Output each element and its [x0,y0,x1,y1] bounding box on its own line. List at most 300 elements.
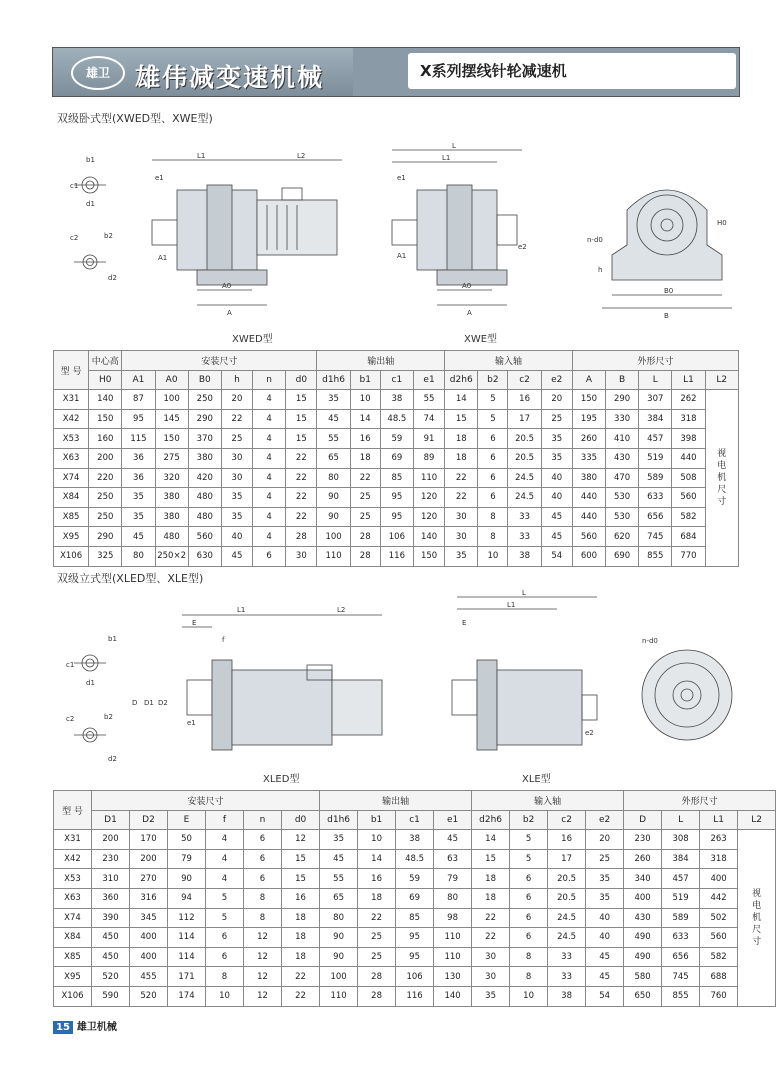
value-cell: 230 [92,849,130,869]
value-cell: 582 [700,947,738,967]
value-cell: 35 [541,429,572,449]
svg-text:b1: b1 [86,156,95,164]
subheader-cell: c1 [380,370,413,390]
value-cell: 89 [413,448,444,468]
value-cell: 8 [244,908,282,928]
value-cell: 30 [472,967,510,987]
svg-text:L1: L1 [237,606,246,614]
subheader-cell: n [253,370,286,390]
value-cell: 8 [478,527,508,547]
value-cell: 250×2 [155,546,188,566]
subheader-cell: d0 [282,810,320,830]
value-cell: 35 [472,986,510,1006]
subheader-cell: E [168,810,206,830]
table-row [54,390,739,410]
value-cell: 114 [168,947,206,967]
value-cell: 45 [541,507,572,527]
value-cell: 14 [472,830,510,850]
subheader-cell: L [639,370,672,390]
value-cell: 35 [122,488,155,508]
value-cell: 45 [586,967,624,987]
value-cell: 25 [221,429,252,449]
value-cell: 90 [317,507,350,527]
table-row [54,468,739,488]
value-cell: 140 [413,527,444,547]
subheader-cell: c2 [548,810,586,830]
value-cell: 20 [541,390,572,410]
value-cell: 100 [320,967,358,987]
group-overall-header: 外形尺寸 [572,351,738,371]
svg-text:D2: D2 [158,699,168,707]
value-cell: 8 [206,967,244,987]
caption-xwed: XWED型 [232,334,273,345]
value-cell: 80 [434,888,472,908]
value-cell: 508 [672,468,705,488]
value-cell: 40 [586,928,624,948]
value-cell: 30 [445,507,478,527]
value-cell: 22 [282,967,320,987]
svg-text:L1: L1 [442,154,451,162]
value-cell: 4 [206,849,244,869]
svg-text:d2: d2 [108,274,117,282]
value-cell: 450 [92,947,130,967]
value-cell: 442 [700,888,738,908]
svg-text:b2: b2 [104,713,113,721]
value-cell: 15 [472,849,510,869]
value-cell: 35 [586,869,624,889]
value-cell: 90 [320,947,358,967]
value-cell: 22 [286,448,317,468]
subheader-cell: n [244,810,282,830]
value-cell: 6 [478,429,508,449]
value-cell: 410 [606,429,639,449]
value-cell: 20 [221,390,252,410]
subheader-cell: e1 [413,370,444,390]
value-cell: 345 [130,908,168,928]
value-cell: 18 [358,888,396,908]
value-cell: 85 [396,908,434,928]
table-row [54,409,739,429]
value-cell: 6 [253,546,286,566]
value-cell: 250 [89,507,122,527]
value-cell: 290 [89,527,122,547]
value-cell: 420 [188,468,221,488]
value-cell: 8 [244,888,282,908]
value-cell: 22 [221,409,252,429]
value-cell: 15 [282,869,320,889]
svg-text:A1: A1 [397,252,407,260]
value-cell: 28 [350,546,380,566]
value-cell: 95 [122,409,155,429]
value-cell: 16 [358,869,396,889]
value-cell: 18 [472,869,510,889]
value-cell: 16 [350,429,380,449]
subheader-cell: d2h6 [472,810,510,830]
value-cell: 38 [508,546,541,566]
value-cell: 589 [662,908,700,928]
svg-text:A: A [467,309,472,317]
value-cell: 48.5 [396,849,434,869]
value-cell: 171 [168,967,206,987]
value-cell: 59 [380,429,413,449]
value-cell: 260 [572,429,605,449]
value-cell: 6 [244,849,282,869]
svg-text:E: E [462,619,467,627]
value-cell: 16 [548,830,586,850]
horizontal-drawings [52,130,742,345]
value-cell: 95 [380,488,413,508]
value-cell: 330 [606,409,639,429]
value-cell: 580 [624,967,662,987]
model-cell: X95 [54,967,92,987]
value-cell: 6 [206,947,244,967]
col-model-header: 型 号 [54,351,89,390]
value-cell: 98 [434,908,472,928]
value-cell: 36 [122,468,155,488]
value-cell: 195 [572,409,605,429]
value-cell: 14 [445,390,478,410]
svg-text:D: D [132,699,138,707]
value-cell: 22 [286,488,317,508]
brand-name: 雄伟减变速机械 [135,63,325,92]
value-cell: 35 [586,888,624,908]
value-cell: 307 [639,390,672,410]
value-cell: 106 [380,527,413,547]
value-cell: 262 [672,390,705,410]
section2-title: 双级立式型(XLED型、XLE型) [57,572,204,585]
value-cell: 24.5 [548,908,586,928]
svg-text:D1: D1 [144,699,154,707]
svg-text:L2: L2 [297,152,306,160]
section1-title: 双级卧式型(XWED型、XWE型) [57,112,213,125]
group-overall-header: 外形尺寸 [624,791,776,811]
subheader-cell: e2 [586,810,624,830]
value-cell: 16 [282,888,320,908]
value-cell: 25 [350,488,380,508]
value-cell: 290 [606,390,639,410]
value-cell: 94 [168,888,206,908]
series-title: X系列摆线针轮减速机 [408,53,736,89]
value-cell: 6 [510,869,548,889]
table-row [54,546,739,566]
value-cell: 380 [155,507,188,527]
value-cell: 6 [244,869,282,889]
value-cell: 4 [253,390,286,410]
table-row [54,830,776,850]
value-cell: 20.5 [508,448,541,468]
value-cell: 4 [253,448,286,468]
value-cell: 18 [282,947,320,967]
value-cell: 380 [572,468,605,488]
value-cell: 100 [155,390,188,410]
value-cell: 22 [358,908,396,928]
value-cell: 340 [624,869,662,889]
value-cell: 174 [168,986,206,1006]
table-row [54,967,776,987]
value-cell: 14 [358,849,396,869]
value-cell: 633 [639,488,672,508]
model-cell: X106 [54,986,92,1006]
value-cell: 110 [317,546,350,566]
value-cell: 33 [508,527,541,547]
subheader-cell: L2 [705,370,738,390]
table-row [54,947,776,967]
value-cell: 110 [434,928,472,948]
svg-text:e1: e1 [155,174,164,182]
value-cell: 335 [572,448,605,468]
value-cell: 470 [606,468,639,488]
value-cell: 8 [510,967,548,987]
value-cell: 116 [380,546,413,566]
table-row [54,507,739,527]
value-cell: 380 [188,448,221,468]
value-cell: 12 [244,986,282,1006]
svg-text:d1: d1 [86,200,95,208]
value-cell: 5 [206,888,244,908]
value-cell: 10 [478,546,508,566]
value-cell: 48.5 [380,409,413,429]
value-cell: 12 [244,928,282,948]
value-cell: 560 [700,928,738,948]
svg-text:e2: e2 [585,729,594,737]
value-cell: 54 [541,546,572,566]
value-cell: 22 [286,507,317,527]
value-cell: 106 [396,967,434,987]
subheader-cell: h [221,370,252,390]
value-cell: 40 [541,468,572,488]
subheader-cell: A0 [155,370,188,390]
caption-xwe: XWE型 [464,334,498,345]
value-cell: 28 [358,967,396,987]
value-cell: 745 [639,527,672,547]
value-cell: 17 [548,849,586,869]
subheader-cell: D [624,810,662,830]
value-cell: 65 [320,888,358,908]
value-cell: 457 [639,429,672,449]
value-cell: 25 [586,849,624,869]
value-cell: 145 [155,409,188,429]
value-cell: 150 [413,546,444,566]
value-cell: 55 [413,390,444,410]
value-cell: 688 [700,967,738,987]
subheader-cell: L2 [738,810,776,830]
subheader-cell: B0 [188,370,221,390]
subheader-cell: A [572,370,605,390]
value-cell: 745 [662,967,700,987]
value-cell: 30 [286,546,317,566]
group-install-header: 安装尺寸 [92,791,320,811]
model-cell: X106 [54,546,89,566]
subheader-cell: D1 [92,810,130,830]
value-cell: 633 [662,928,700,948]
value-cell: 35 [221,507,252,527]
subheader-cell: b2 [510,810,548,830]
svg-text:e1: e1 [397,174,406,182]
subheader-cell: L1 [672,370,705,390]
value-cell: 400 [130,928,168,948]
value-cell: 560 [672,488,705,508]
model-cell: X63 [54,888,92,908]
value-cell: 15 [286,429,317,449]
value-cell: 22 [282,986,320,1006]
svg-text:f: f [222,636,225,644]
value-cell: 318 [700,849,738,869]
value-cell: 400 [130,947,168,967]
subheader-cell: d2h6 [445,370,478,390]
value-cell: 656 [662,947,700,967]
value-cell: 90 [168,869,206,889]
value-cell: 28 [358,986,396,1006]
value-cell: 17 [508,409,541,429]
group-input-shaft-header: 输入轴 [445,351,573,371]
table-row [54,888,776,908]
value-cell: 519 [639,448,672,468]
value-cell: 110 [434,947,472,967]
value-cell: 4 [206,830,244,850]
value-cell: 6 [510,888,548,908]
value-cell: 450 [92,928,130,948]
motor-note-cell: 视 电 机 尺 寸 [705,390,738,566]
value-cell: 380 [155,488,188,508]
value-cell: 160 [89,429,122,449]
value-cell: 589 [639,468,672,488]
table-row [54,908,776,928]
svg-text:E: E [192,619,197,627]
value-cell: 110 [320,986,358,1006]
value-cell: 5 [206,908,244,928]
group-output-shaft-header: 输出轴 [317,351,445,371]
value-cell: 20.5 [548,888,586,908]
value-cell: 530 [606,488,639,508]
value-cell: 656 [639,507,672,527]
group-output-shaft-header: 输出轴 [320,791,472,811]
value-cell: 38 [548,986,586,1006]
value-cell: 384 [662,849,700,869]
subheader-cell: c1 [396,810,434,830]
value-cell: 35 [221,488,252,508]
value-cell: 390 [92,908,130,928]
value-cell: 250 [89,488,122,508]
value-cell: 14 [350,409,380,429]
value-cell: 384 [639,409,672,429]
value-cell: 480 [188,488,221,508]
subheader-cell: B [606,370,639,390]
svg-text:L1: L1 [507,601,516,609]
value-cell: 18 [445,448,478,468]
model-cell: X85 [54,947,92,967]
value-cell: 45 [541,527,572,547]
subheader-cell: d1h6 [317,370,350,390]
value-cell: 45 [586,947,624,967]
value-cell: 63 [434,849,472,869]
value-cell: 320 [155,468,188,488]
value-cell: 5 [510,830,548,850]
svg-text:c2: c2 [70,234,79,242]
value-cell: 22 [445,488,478,508]
caption-xled: XLED型 [263,774,300,785]
value-cell: 54 [586,986,624,1006]
table-row [54,488,739,508]
value-cell: 18 [445,429,478,449]
value-cell: 100 [317,527,350,547]
model-cell: X84 [54,928,92,948]
model-cell: X42 [54,409,89,429]
value-cell: 310 [92,869,130,889]
value-cell: 35 [445,546,478,566]
value-cell: 59 [396,869,434,889]
subheader-cell: f [206,810,244,830]
value-cell: 30 [445,527,478,547]
table-row [54,448,739,468]
subheader-cell: D2 [130,810,168,830]
value-cell: 400 [700,869,738,889]
value-cell: 55 [317,429,350,449]
value-cell: 18 [472,888,510,908]
table-row [54,849,776,869]
subheader-cell: A1 [122,370,155,390]
svg-text:A: A [227,309,232,317]
value-cell: 95 [380,507,413,527]
value-cell: 18 [282,908,320,928]
value-cell: 87 [122,390,155,410]
value-cell: 263 [700,830,738,850]
value-cell: 10 [206,986,244,1006]
value-cell: 20.5 [508,429,541,449]
value-cell: 490 [624,947,662,967]
value-cell: 10 [358,830,396,850]
value-cell: 35 [541,448,572,468]
value-cell: 116 [396,986,434,1006]
table-row [54,869,776,889]
value-cell: 560 [188,527,221,547]
value-cell: 10 [510,986,548,1006]
value-cell: 65 [317,448,350,468]
svg-text:L1: L1 [197,152,206,160]
svg-text:d2: d2 [108,755,117,763]
value-cell: 95 [396,928,434,948]
value-cell: 430 [606,448,639,468]
value-cell: 69 [380,448,413,468]
model-cell: X95 [54,527,89,547]
value-cell: 80 [320,908,358,928]
value-cell: 95 [396,947,434,967]
value-cell: 12 [282,830,320,850]
table-row [54,986,776,1006]
value-cell: 600 [572,546,605,566]
value-cell: 45 [317,409,350,429]
table-row [54,928,776,948]
value-cell: 684 [672,527,705,547]
page-number: 15 [53,1021,73,1034]
value-cell: 22 [350,468,380,488]
value-cell: 110 [413,468,444,488]
subheader-cell: b1 [350,370,380,390]
value-cell: 770 [672,546,705,566]
subheader-cell: L1 [700,810,738,830]
svg-text:h: h [598,266,603,274]
svg-text:e2: e2 [518,243,527,251]
value-cell: 6 [510,908,548,928]
value-cell: 30 [472,947,510,967]
svg-text:c1: c1 [66,661,75,669]
value-cell: 455 [130,967,168,987]
svg-text:A0: A0 [222,282,232,290]
model-cell: X53 [54,429,89,449]
value-cell: 519 [662,888,700,908]
value-cell: 69 [396,888,434,908]
value-cell: 33 [548,947,586,967]
value-cell: 6 [478,468,508,488]
